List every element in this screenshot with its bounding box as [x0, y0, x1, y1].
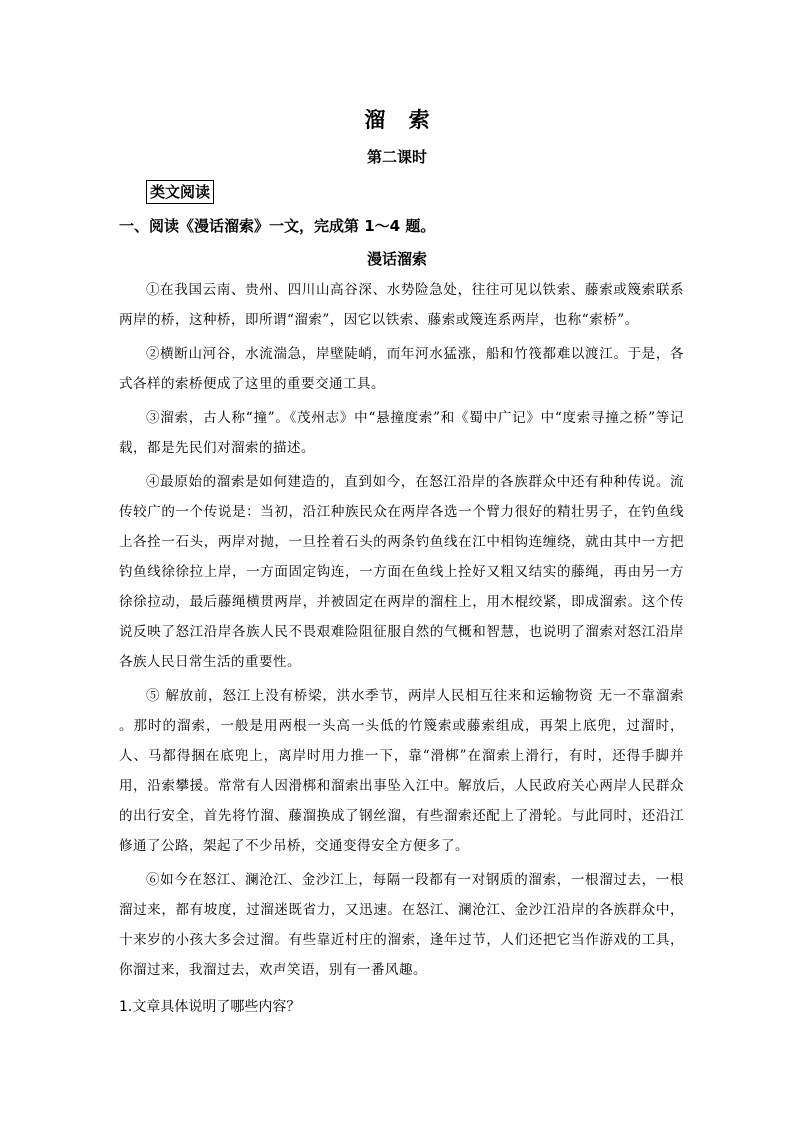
paragraph-1: ①在我国云南、贵州、四川山高谷深、水势险急处，往往可见以铁索、藤索或篾索联系两岸的桥，这种桥，即所谓“溜索”，因它以铁索、藤索或篾连系两岸，也称“索桥”。 — [119, 282, 684, 328]
reading-instruction: 一、阅读《漫话溜索》一文，完成第 1～4 题。 — [119, 217, 436, 235]
section-label-box: 类文阅读 — [146, 180, 214, 204]
paragraph-2: ②横断山河谷，水流湍急，岸壁陡峭，而年河水猛涨，船和竹筏都难以渡江。于是，各式各样的索桥便成了这里的重要交通工具。 — [119, 346, 684, 392]
question-1: 1.文章具体说明了哪些内容？ — [119, 999, 301, 1015]
paragraph-4: ④最原始的溜索是如何建造的，直到如今，在怒江沿岸的各族群众中还有种种传说。流传较广的一个传说是：当初，沿江种族民众在两岸各选一个臂力很好的精壮男子，在钓鱼线上各拴一石头，两岸对抛，一旦拴着石头的两条钓鱼线在江中相钩连缠绕，就由其中一方把钓鱼线徐徐拉上岸，一方面固定钩连，一方面在鱼线上拴好又粗又结实的藤绳，再由另一方徐徐拉动，最后藤绳横贯两岸，并被固定在两岸的溜柱上，用木棍绞紧，即成溜索。这个传说反映了怒江沿岸各族人民不畏艰难险阻征服自然的气概和智慧，也说明了溜索对怒江沿岸各族人民日常生活的重要性。 — [119, 474, 684, 670]
paragraph-3: ③溜索，古人称“撞”。《茂州志》中“悬撞度索”和《蜀中广记》中“度索寻撞之桥”等记载，都是先民们对溜索的描述。 — [119, 410, 684, 456]
paragraph-5: ⑤ 解放前，怒江上没有桥梁，洪水季节，两岸人民相互往来和运输物资 无一不靠溜索 。那时的溜索，一般是用两根一头高一头低的竹篾索或藤索组成，再架上底兜，过溜时，人、马都得捆在底兜上，离岸时用力推一下，靠“滑梆”在溜索上滑行，有时，还得手脚并用，沿索攀援。常常有人因滑梆和溜索出事坠入江中。解放后，人民政府关心两岸人民群众的出行安全，首先将竹溜、藤溜换成了钢丝溜，有些溜索还配上了滑轮。与此同时，还沿江修通了公路，架起了不少吊桥，交通变得安全方便多了。 — [119, 688, 684, 854]
lesson-title: 溜 索 — [364, 108, 438, 132]
article-body — [119, 275, 684, 989]
article-title: 漫话溜索 — [366, 250, 427, 268]
paragraph-6: ⑥如今在怒江、澜沧江、金沙江上，每隔一段都有一对钢质的溜索，一根溜过去，一根溜过来，都有坡度，过溜迷既省力，又迅速。在怒江、澜沧江、金沙江沿岸的各族群众中，十来岁的小孩大多会过溜。有些靠近村庄的溜索，逢年过节，人们还把它当作游戏的工具，你溜过来，我溜过去，欢声笑语，别有一番风趣。 — [119, 872, 684, 978]
lesson-subtitle: 第二课时 — [366, 148, 427, 166]
